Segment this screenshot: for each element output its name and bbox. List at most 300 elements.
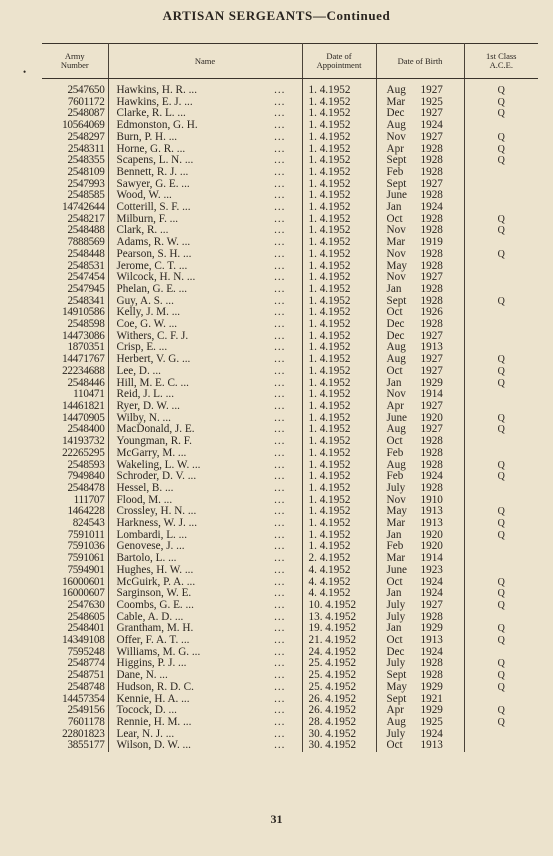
birth-month: Mar bbox=[386, 237, 406, 249]
table-row bbox=[42, 120, 538, 132]
leader-dots: ... bbox=[258, 296, 302, 308]
leader-dots: ... bbox=[258, 460, 302, 472]
leader-dots: ... bbox=[258, 635, 302, 647]
birth-year: 1910 bbox=[420, 494, 443, 506]
leader-dots: ... bbox=[258, 623, 302, 635]
ace-cell bbox=[464, 448, 538, 460]
army-number-cell: 14742644 bbox=[42, 202, 108, 214]
leader-dots: ... bbox=[258, 670, 302, 682]
birth-date-cell bbox=[376, 670, 464, 682]
table-row bbox=[42, 167, 538, 179]
table-row bbox=[42, 530, 538, 542]
name-cell: Guy, A. S. ... bbox=[116, 295, 174, 307]
birth-month: Feb bbox=[386, 541, 404, 553]
birth-year: 1927 bbox=[420, 85, 443, 96]
table-row bbox=[42, 588, 538, 600]
ace-cell: Q bbox=[497, 670, 505, 682]
birth-year: 1927 bbox=[420, 365, 443, 377]
army-number-cell: 2548585 bbox=[42, 190, 108, 202]
birth-year: 1927 bbox=[420, 599, 443, 611]
table-row bbox=[42, 307, 538, 319]
birth-month: Sept bbox=[386, 693, 407, 705]
name-cell: Cotterill, S. F. ... bbox=[116, 202, 191, 214]
name-cell: Hughes, H. W. ... bbox=[116, 564, 194, 576]
army-number-cell: 2548593 bbox=[42, 460, 108, 472]
birth-year: 1921 bbox=[420, 693, 443, 705]
army-number-cell: 2548446 bbox=[42, 378, 108, 390]
army-number-cell: 2548109 bbox=[42, 167, 108, 179]
name-cell: Genovese, J. ... bbox=[116, 541, 185, 553]
table-row bbox=[42, 272, 538, 284]
leader-dots: ... bbox=[258, 225, 302, 237]
ace-cell bbox=[464, 307, 538, 319]
ace-cell bbox=[464, 553, 538, 565]
appointment-date-cell: 25. 4.1952 bbox=[302, 670, 376, 682]
name-cell: Ryer, D. W. ... bbox=[116, 400, 180, 412]
table-row bbox=[42, 190, 538, 202]
birth-date-cell bbox=[376, 167, 464, 179]
birth-header: Date of Birth bbox=[376, 44, 464, 79]
table-row bbox=[42, 179, 538, 191]
army-number-cell: 7595248 bbox=[42, 647, 108, 659]
army-number-cell: 7591036 bbox=[42, 541, 108, 553]
birth-date-cell bbox=[376, 284, 464, 296]
birth-date-cell bbox=[376, 471, 464, 483]
leader-dots: ... bbox=[258, 97, 302, 109]
table-row bbox=[42, 108, 538, 120]
leader-dots: ... bbox=[258, 658, 302, 670]
name-cell: Withers, C. F. J. bbox=[116, 330, 189, 342]
birth-year: 1920 bbox=[420, 412, 443, 424]
appointment-date-cell: 1. 4.1952 bbox=[302, 202, 376, 214]
page-title: ARTISAN SERGEANTS—Continued bbox=[162, 8, 391, 23]
ace-cell: Q bbox=[497, 716, 505, 728]
appointment-date-cell: 4. 4.1952 bbox=[302, 565, 376, 577]
table-row bbox=[42, 694, 538, 706]
leader-dots: ... bbox=[258, 307, 302, 319]
army-number-cell: 2548355 bbox=[42, 155, 108, 167]
birth-year: 1928 bbox=[420, 225, 443, 237]
leader-dots: ... bbox=[258, 237, 302, 249]
appointment-date-cell: 1. 4.1952 bbox=[302, 530, 376, 542]
army-number-header bbox=[42, 44, 108, 79]
birth-date-cell bbox=[376, 144, 464, 156]
table-row bbox=[42, 541, 538, 553]
birth-date-cell bbox=[376, 261, 464, 273]
ace-cell: Q bbox=[497, 681, 505, 693]
appointment-date-cell: 21. 4.1952 bbox=[302, 635, 376, 647]
ace-cell bbox=[464, 495, 538, 507]
ace-cell: Q bbox=[497, 365, 505, 377]
army-number-cell: 2548341 bbox=[42, 296, 108, 308]
birth-year: 1924 bbox=[420, 588, 443, 600]
birth-year: 1928 bbox=[420, 166, 443, 178]
army-number-cell: 2548605 bbox=[42, 612, 108, 624]
ace-cell: Q bbox=[497, 377, 505, 389]
name-cell: Offer, F. A. T. ... bbox=[116, 635, 190, 647]
birth-year: 1919 bbox=[420, 237, 443, 249]
name-cell: Hudson, R. D. C. bbox=[116, 681, 194, 693]
leader-dots: ... bbox=[258, 612, 302, 624]
name-cell: Wood, W. ... bbox=[116, 190, 172, 202]
birth-month: Aug bbox=[386, 716, 406, 728]
birth-year: 1924 bbox=[420, 576, 443, 588]
ace-cell: Q bbox=[497, 225, 505, 237]
table-row bbox=[42, 612, 538, 624]
name-cell: McGuirk, P. A. ... bbox=[116, 576, 196, 588]
birth-date-cell bbox=[376, 85, 464, 97]
name-cell: Wakeling, L. W. ... bbox=[116, 459, 201, 471]
appointment-date-cell: 1. 4.1952 bbox=[302, 495, 376, 507]
birth-date-cell bbox=[376, 495, 464, 507]
birth-month: Nov bbox=[386, 389, 406, 401]
birth-year: 1928 bbox=[420, 319, 443, 331]
army-number-cell: 14461821 bbox=[42, 401, 108, 413]
name-cell: McGarry, M. ... bbox=[116, 447, 187, 459]
ace-cell: Q bbox=[497, 529, 505, 541]
birth-year: 1928 bbox=[420, 248, 443, 260]
birth-year: 1924 bbox=[420, 728, 443, 740]
appointment-date-cell: 25. 4.1952 bbox=[302, 658, 376, 670]
leader-dots: ... bbox=[258, 740, 302, 752]
army-number-cell: 3855177 bbox=[42, 740, 108, 752]
leader-dots: ... bbox=[258, 729, 302, 741]
ace-cell: Q bbox=[497, 85, 505, 96]
birth-date-cell bbox=[376, 740, 464, 752]
leader-dots: ... bbox=[258, 179, 302, 191]
appointment-date-cell: 1. 4.1952 bbox=[302, 167, 376, 179]
army-number-cell: 14471767 bbox=[42, 354, 108, 366]
leader-dots: ... bbox=[258, 108, 302, 120]
birth-year: 1928 bbox=[420, 190, 443, 202]
birth-month: May bbox=[386, 260, 408, 272]
army-number-cell: 2548087 bbox=[42, 108, 108, 120]
appointment-date-cell: 19. 4.1952 bbox=[302, 623, 376, 635]
birth-month: July bbox=[386, 611, 406, 623]
name-cell: Burn, P. H. ... bbox=[116, 131, 178, 143]
army-number-cell: 14910586 bbox=[42, 307, 108, 319]
army-number-cell: 7591011 bbox=[42, 530, 108, 542]
name-cell: Jerome, C. T. ... bbox=[116, 260, 188, 272]
table-row bbox=[42, 284, 538, 296]
birth-month: Jan bbox=[386, 283, 402, 295]
birth-date-cell bbox=[376, 225, 464, 237]
table-header bbox=[42, 44, 538, 79]
birth-year: 1925 bbox=[420, 716, 443, 728]
birth-date-cell bbox=[376, 530, 464, 542]
table-body bbox=[42, 79, 538, 753]
army-number-cell: 2548598 bbox=[42, 319, 108, 331]
appointment-date-cell: 1. 4.1952 bbox=[302, 132, 376, 144]
name-cell: Pearson, S. H. ... bbox=[116, 248, 192, 260]
birth-year: 1927 bbox=[420, 400, 443, 412]
leader-dots: ... bbox=[258, 588, 302, 600]
army-number-cell: 2548478 bbox=[42, 483, 108, 495]
army-number-cell: 2547945 bbox=[42, 284, 108, 296]
ace-cell bbox=[464, 612, 538, 624]
birth-year: 1913 bbox=[420, 740, 443, 752]
birth-year: 1927 bbox=[420, 354, 443, 366]
appointment-date-cell: 1. 4.1952 bbox=[302, 249, 376, 261]
name-cell: Crisp, E. ... bbox=[116, 342, 168, 354]
name-cell: Hawkins, E. J. ... bbox=[116, 96, 193, 108]
appointment-date-cell: 1. 4.1952 bbox=[302, 471, 376, 483]
birth-date-cell bbox=[376, 658, 464, 670]
table-row bbox=[42, 635, 538, 647]
birth-date-cell bbox=[376, 413, 464, 425]
birth-year: 1928 bbox=[420, 260, 443, 272]
birth-date-cell bbox=[376, 682, 464, 694]
leader-dots: ... bbox=[258, 565, 302, 577]
table-row bbox=[42, 518, 538, 530]
birth-month: Feb bbox=[386, 447, 404, 459]
leader-dots: ... bbox=[258, 436, 302, 448]
ace-cell: Q bbox=[497, 518, 505, 530]
birth-month: Dec bbox=[386, 108, 405, 120]
birth-month: Apr bbox=[386, 705, 404, 717]
leader-dots: ... bbox=[258, 155, 302, 167]
ace-cell: Q bbox=[497, 295, 505, 307]
birth-year: 1928 bbox=[420, 482, 443, 494]
birth-month: June bbox=[386, 412, 408, 424]
appointment-date-cell: 1. 4.1952 bbox=[302, 506, 376, 518]
birth-year: 1913 bbox=[420, 342, 443, 354]
birth-date-cell bbox=[376, 342, 464, 354]
birth-year: 1928 bbox=[420, 670, 443, 682]
table-row bbox=[42, 436, 538, 448]
ace-cell: Q bbox=[497, 635, 505, 647]
name-cell: Kelly, J. M. ... bbox=[116, 307, 181, 319]
birth-month: Dec bbox=[386, 646, 405, 658]
name-cell: Bartolo, L. ... bbox=[116, 553, 177, 565]
leader-dots: ... bbox=[258, 541, 302, 553]
ace-cell: Q bbox=[497, 658, 505, 670]
appointment-date-cell: 1. 4.1952 bbox=[302, 378, 376, 390]
birth-year: 1927 bbox=[420, 424, 443, 436]
name-cell: Crossley, H. N. ... bbox=[116, 506, 197, 518]
ace-cell: Q bbox=[497, 213, 505, 225]
birth-year: 1913 bbox=[420, 635, 443, 647]
ace-cell bbox=[464, 401, 538, 413]
ace-cell bbox=[464, 202, 538, 214]
birth-date-cell bbox=[376, 237, 464, 249]
name-cell: Flood, M. ... bbox=[116, 494, 173, 506]
ace-cell: Q bbox=[497, 108, 505, 120]
leader-dots: ... bbox=[258, 85, 302, 97]
appointment-date-cell: 1. 4.1952 bbox=[302, 155, 376, 167]
army-number-cell: 2549156 bbox=[42, 705, 108, 717]
name-cell: Reid, J. L. ... bbox=[116, 389, 174, 401]
appointment-date-cell: 1. 4.1952 bbox=[302, 518, 376, 530]
table-row bbox=[42, 237, 538, 249]
birth-month: Jan bbox=[386, 202, 402, 214]
army-number-cell: 2548751 bbox=[42, 670, 108, 682]
name-cell: Hill, M. E. C. ... bbox=[116, 377, 189, 389]
birth-date-cell bbox=[376, 483, 464, 495]
birth-date-cell bbox=[376, 460, 464, 472]
birth-date-cell bbox=[376, 97, 464, 109]
birth-date-cell bbox=[376, 319, 464, 331]
appointment-date-cell: 1. 4.1952 bbox=[302, 225, 376, 237]
leader-dots: ... bbox=[258, 214, 302, 226]
birth-year: 1923 bbox=[420, 564, 443, 576]
birth-date-cell bbox=[376, 108, 464, 120]
birth-month: Aug bbox=[386, 85, 406, 96]
birth-date-cell bbox=[376, 307, 464, 319]
birth-year: 1927 bbox=[420, 131, 443, 143]
table-row bbox=[42, 342, 538, 354]
birth-year: 1924 bbox=[420, 471, 443, 483]
appointment-date-cell: 1. 4.1952 bbox=[302, 284, 376, 296]
name-cell: Cable, A. D. ... bbox=[116, 611, 184, 623]
birth-date-cell bbox=[376, 389, 464, 401]
appointment-date-cell: 28. 4.1952 bbox=[302, 717, 376, 729]
leader-dots: ... bbox=[258, 577, 302, 589]
birth-month: Oct bbox=[386, 307, 403, 319]
leader-dots: ... bbox=[258, 331, 302, 343]
birth-month: Sept bbox=[386, 178, 407, 190]
army-number-cell: 2548748 bbox=[42, 682, 108, 694]
birth-month: Mar bbox=[386, 553, 406, 565]
birth-month: Oct bbox=[386, 740, 403, 752]
name-cell: Sawyer, G. E. ... bbox=[116, 178, 190, 190]
birth-month: Jan bbox=[386, 588, 402, 600]
appointment-date-cell: 26. 4.1952 bbox=[302, 694, 376, 706]
appointment-date-cell: 1. 4.1952 bbox=[302, 389, 376, 401]
table-row bbox=[42, 319, 538, 331]
appointment-header bbox=[302, 44, 376, 79]
army-number-cell: 2548400 bbox=[42, 424, 108, 436]
army-number-cell: 16000601 bbox=[42, 577, 108, 589]
appointment-date-cell: 1. 4.1952 bbox=[302, 120, 376, 132]
army-number-cell: 7888569 bbox=[42, 237, 108, 249]
appointment-date-cell: 1. 4.1952 bbox=[302, 296, 376, 308]
birth-date-cell bbox=[376, 565, 464, 577]
birth-year: 1924 bbox=[420, 120, 443, 132]
appointment-date-cell: 1. 4.1952 bbox=[302, 261, 376, 273]
army-number-cell: 2548311 bbox=[42, 144, 108, 156]
leader-dots: ... bbox=[258, 424, 302, 436]
birth-year: 1924 bbox=[420, 202, 443, 214]
name-cell: Coe, G. W. ... bbox=[116, 319, 178, 331]
leader-dots: ... bbox=[258, 389, 302, 401]
ace-cell bbox=[464, 436, 538, 448]
birth-date-cell bbox=[376, 612, 464, 624]
birth-month: Nov bbox=[386, 494, 406, 506]
table-row bbox=[42, 296, 538, 308]
birth-date-cell bbox=[376, 518, 464, 530]
birth-date-cell bbox=[376, 506, 464, 518]
leader-dots: ... bbox=[258, 647, 302, 659]
birth-month: May bbox=[386, 506, 408, 518]
ace-cell bbox=[464, 190, 538, 202]
birth-year: 1927 bbox=[420, 272, 443, 284]
appointment-date-cell: 13. 4.1952 bbox=[302, 612, 376, 624]
army-number-cell: 10564069 bbox=[42, 120, 108, 132]
birth-date-cell bbox=[376, 331, 464, 343]
army-number-header-label: Army Number bbox=[60, 51, 89, 70]
table-row bbox=[42, 202, 538, 214]
ace-cell: Q bbox=[497, 576, 505, 588]
appointment-date-cell: 30. 4.1952 bbox=[302, 740, 376, 752]
table-row bbox=[42, 565, 538, 577]
birth-year: 1928 bbox=[420, 155, 443, 167]
appointment-date-cell: 25. 4.1952 bbox=[302, 682, 376, 694]
birth-date-cell bbox=[376, 717, 464, 729]
appointment-date-cell: 1. 4.1952 bbox=[302, 366, 376, 378]
appointment-date-cell: 4. 4.1952 bbox=[302, 588, 376, 600]
name-cell: Lear, N. J. ... bbox=[116, 728, 175, 740]
leader-dots: ... bbox=[258, 249, 302, 261]
birth-month: Aug bbox=[386, 120, 406, 132]
birth-month: July bbox=[386, 658, 406, 670]
army-number-cell: 22234688 bbox=[42, 366, 108, 378]
ace-header-label: 1st Class A.C.E. bbox=[486, 51, 517, 70]
leader-dots: ... bbox=[258, 319, 302, 331]
army-number-cell: 7949840 bbox=[42, 471, 108, 483]
birth-month: Nov bbox=[386, 248, 406, 260]
birth-month: Nov bbox=[386, 225, 406, 237]
table-row bbox=[42, 366, 538, 378]
birth-date-cell bbox=[376, 424, 464, 436]
leader-dots: ... bbox=[258, 144, 302, 156]
ace-cell: Q bbox=[497, 459, 505, 471]
birth-date-cell bbox=[376, 202, 464, 214]
birth-month: Apr bbox=[386, 143, 404, 155]
leader-dots: ... bbox=[258, 471, 302, 483]
leader-dots: ... bbox=[258, 483, 302, 495]
birth-date-cell bbox=[376, 179, 464, 191]
birth-month: Sept bbox=[386, 295, 407, 307]
ace-cell bbox=[464, 167, 538, 179]
appointment-date-cell: 1. 4.1952 bbox=[302, 190, 376, 202]
name-cell: Schroder, D. V. ... bbox=[116, 471, 197, 483]
leader-dots: ... bbox=[258, 682, 302, 694]
name-cell: Clarke, R. L. ... bbox=[116, 108, 186, 120]
name-cell: Hawkins, H. R. ... bbox=[116, 85, 197, 96]
army-number-cell: 16000607 bbox=[42, 588, 108, 600]
leader-dots: ... bbox=[258, 518, 302, 530]
birth-date-cell bbox=[376, 694, 464, 706]
birth-year: 1928 bbox=[420, 611, 443, 623]
appointment-date-cell: 4. 4.1952 bbox=[302, 577, 376, 589]
table-row bbox=[42, 460, 538, 472]
army-number-cell: 14193732 bbox=[42, 436, 108, 448]
leader-dots: ... bbox=[258, 530, 302, 542]
name-cell: Bennett, R. J. ... bbox=[116, 166, 189, 178]
table-row bbox=[42, 495, 538, 507]
birth-date-cell bbox=[376, 249, 464, 261]
army-number-cell: 7591061 bbox=[42, 553, 108, 565]
leader-dots: ... bbox=[258, 705, 302, 717]
name-cell: Wilson, D. W. ... bbox=[116, 740, 191, 752]
leader-dots: ... bbox=[258, 600, 302, 612]
appointment-date-cell: 1. 4.1952 bbox=[302, 448, 376, 460]
table-row bbox=[42, 471, 538, 483]
birth-date-cell bbox=[376, 190, 464, 202]
name-cell: Hessel, B. ... bbox=[116, 482, 174, 494]
army-number-cell: 2547993 bbox=[42, 179, 108, 191]
appointment-date-cell: 1. 4.1952 bbox=[302, 97, 376, 109]
ace-cell: Q bbox=[497, 506, 505, 518]
army-number-cell: 2548531 bbox=[42, 261, 108, 273]
ace-cell bbox=[464, 261, 538, 273]
appointment-date-cell: 1. 4.1952 bbox=[302, 237, 376, 249]
army-number-cell: 14470905 bbox=[42, 413, 108, 425]
birth-year: 1924 bbox=[420, 646, 443, 658]
birth-year: 1913 bbox=[420, 518, 443, 530]
birth-year: 1920 bbox=[420, 529, 443, 541]
